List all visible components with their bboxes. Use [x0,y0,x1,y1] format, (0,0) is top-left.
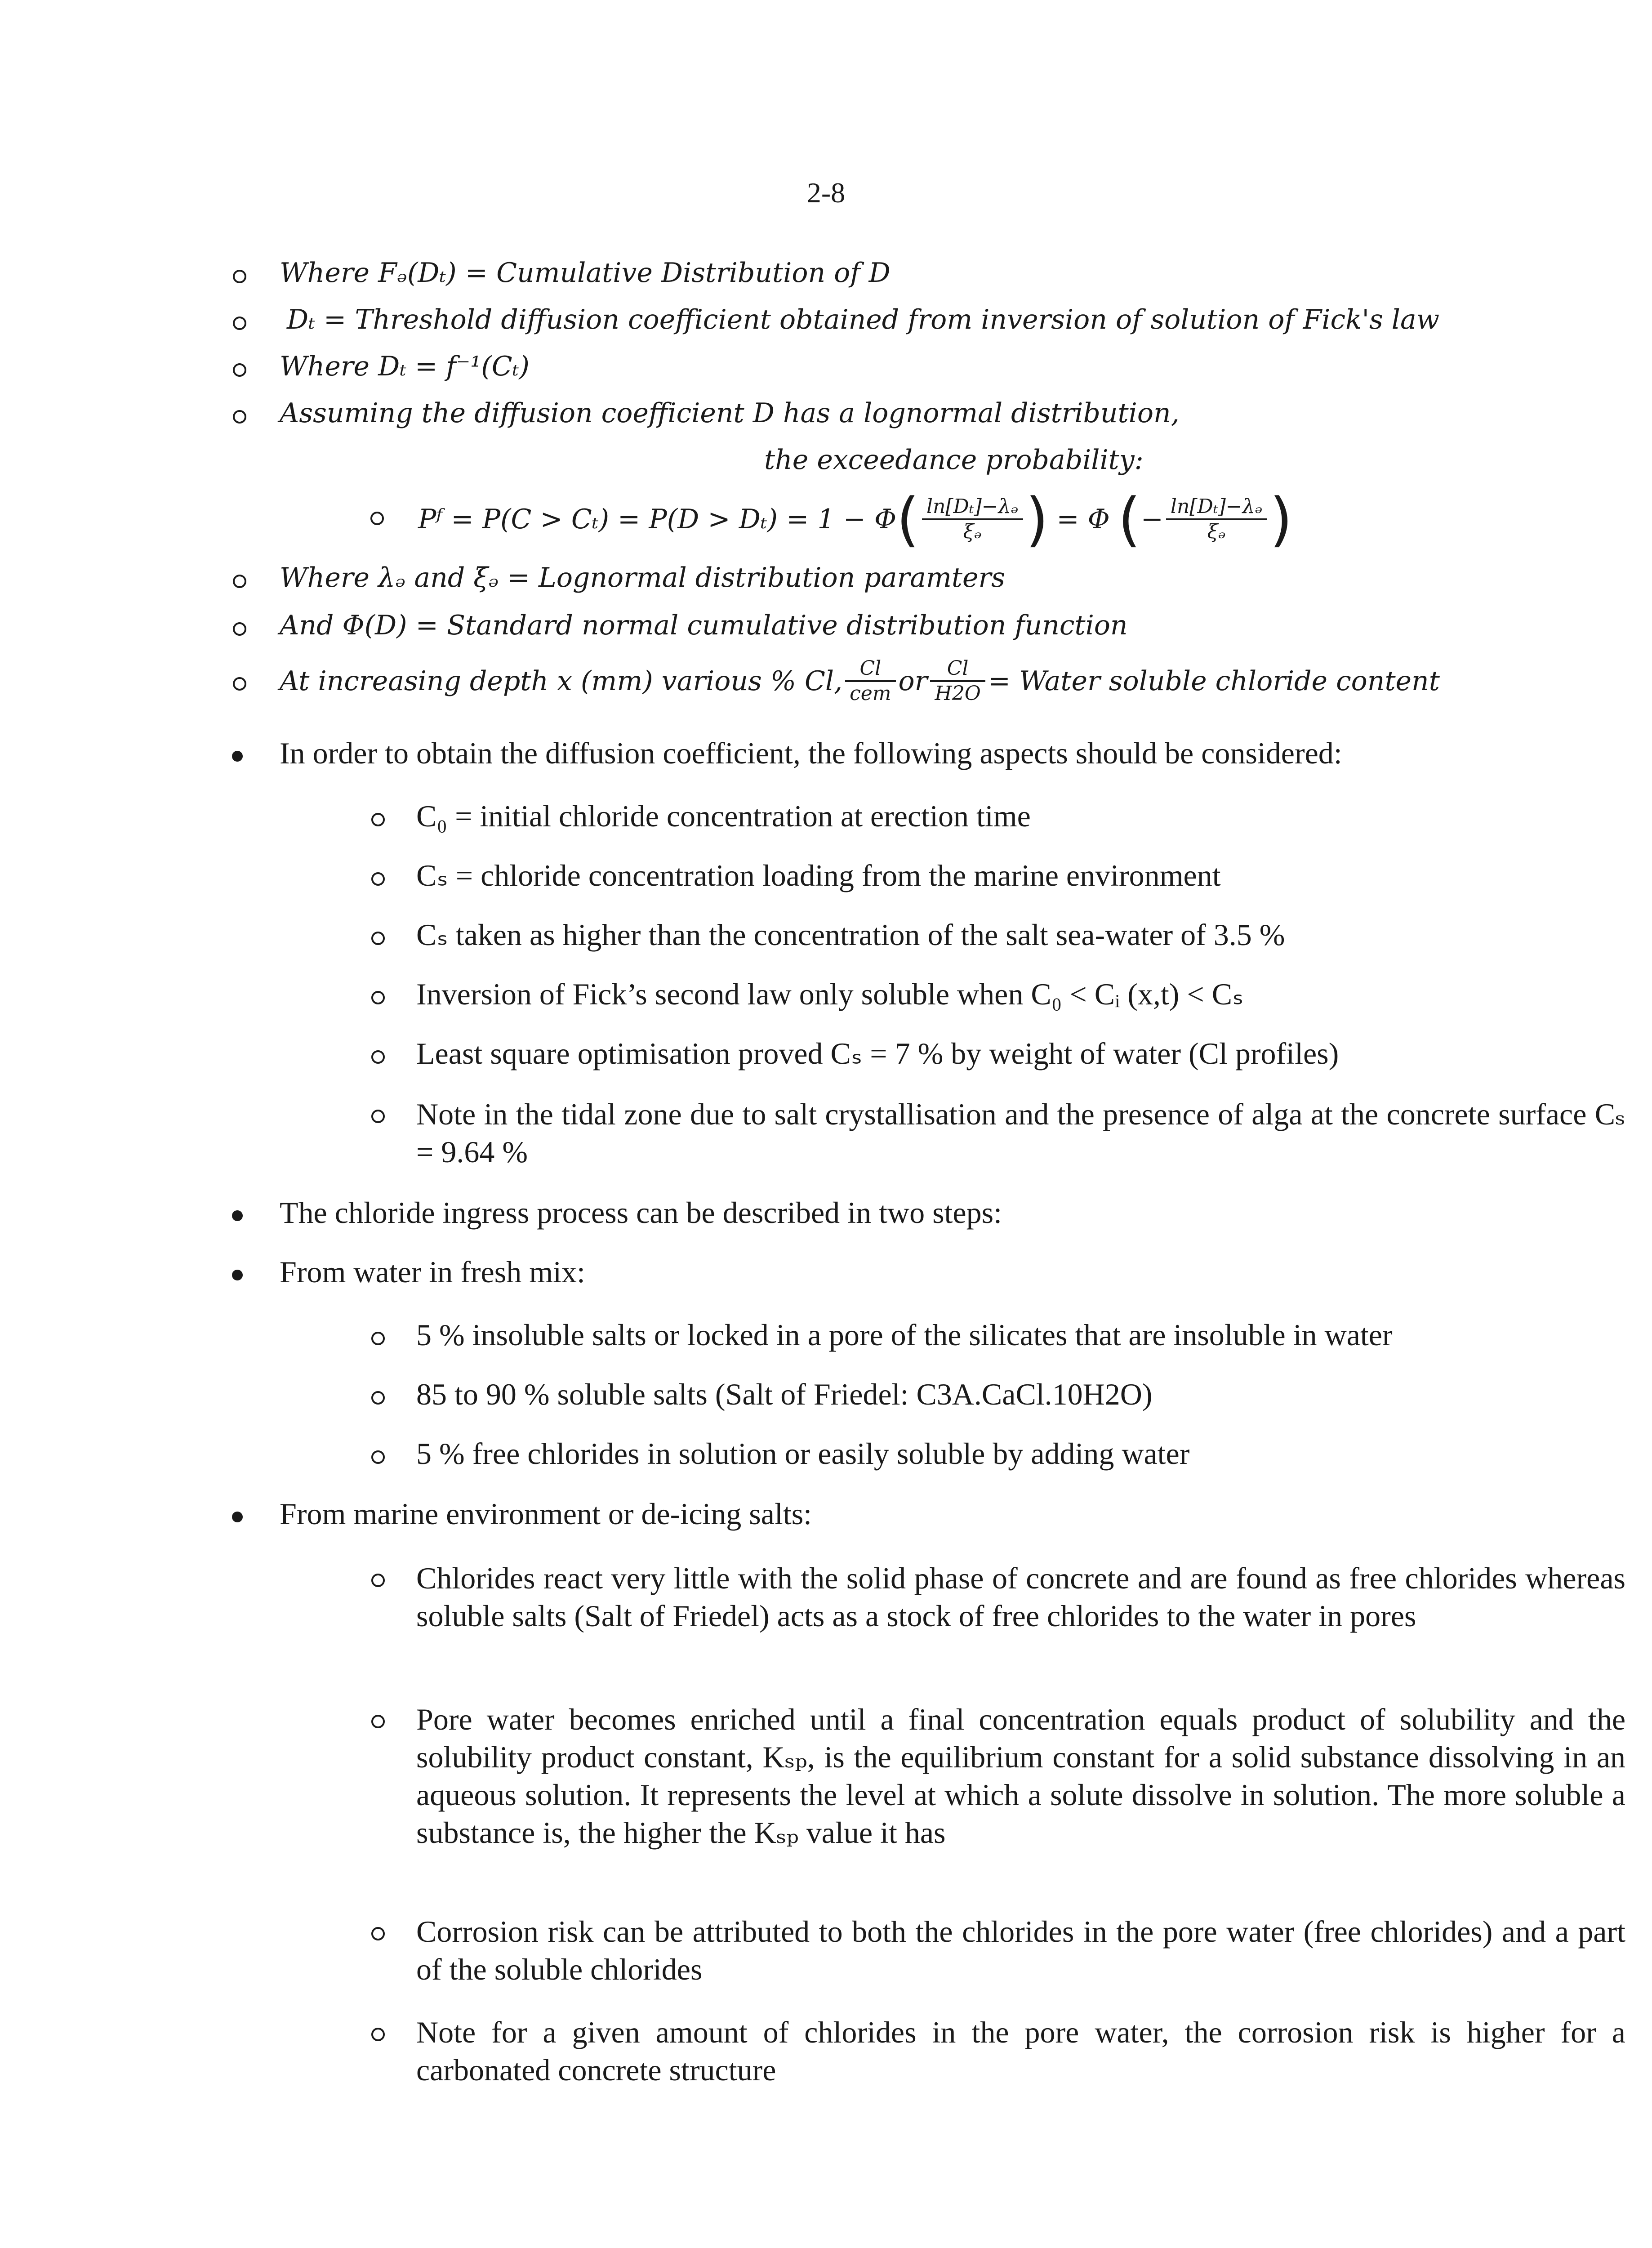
formula-line-2: Dₜ = Threshold diffusion coefficient obtained from inversion of solution of Fick's law [287,304,1440,335]
sub-item-free-chlorides: 5 % free chlorides in solution or easily soluble by adding water [416,1436,1190,1471]
depth-text: At increasing depth x (mm) various % Cl, [280,665,843,697]
sub-item-pore-water: Pore water becomes enriched until a final concentration equals product of solubility and the solubility product constant, Kₛₚ, is the equilibrium constant for a solid substance dissolving in an aqueous solution. It represents the level at which a solute dissolve in solution. The more soluble a substance is, the higher the Kₛₚ value it has [416,1702,1625,1850]
sub-item-cs: Cₛ = chloride concentration loading from the marine environment [416,858,1221,892]
circle-bullet-icon [233,575,246,588]
sub-item-soluble-salts: 85 to 90 % soluble salts (Salt of Friedel: C3A.CaCl.10H2O) [416,1377,1153,1411]
pf-equals: = Φ [1056,504,1110,535]
circle-bullet-icon [233,410,246,424]
bullet-marine-environment: From marine environment or de-icing salts: [280,1497,812,1531]
pf-denominator-2: ξₔ [1207,520,1226,543]
circle-bullet-icon [371,872,385,886]
pf-left: Pᶠ = P(C > Cₜ) = P(D > Dₜ) = 1 − Φ [418,504,897,535]
sub-item-carbonated: Note for a given amount of chlorides in the pore water, the corrosion risk is higher for a carbonated concrete structure [416,2015,1625,2087]
sub-item-c0: C₀ = initial chloride concentration at erection time [416,799,1031,833]
formula-line-3: Where Dₜ = f⁻¹(Cₜ) [280,351,530,382]
circle-bullet-icon [371,1050,385,1064]
bullet-dot-icon [232,1512,243,1522]
formula-line-1: Where Fₔ(Dₜ) = Cumulative Distribution of D [280,257,891,289]
cem-denominator: cem [850,682,891,705]
bullet-fresh-mix: From water in fresh mix: [280,1255,585,1289]
sub-item-cs-higher: Cₛ taken as higher than the concentration of the salt sea-water of 3.5 % [416,918,1285,952]
pf-fraction-2 [1166,495,1267,544]
bullet-dot-icon [232,1270,243,1280]
circle-bullet-icon [233,270,246,283]
circle-bullet-icon [371,1927,385,1940]
pf-numerator-1: ln[Dₜ]−λₔ [922,495,1023,520]
pf-denominator-1: ξₔ [963,520,982,543]
circle-bullet-icon [233,622,246,636]
circle-bullet-icon [371,1574,385,1587]
bullet-dot-icon [232,751,243,762]
circle-bullet-icon [371,1332,385,1345]
circle-bullet-icon [371,2028,385,2041]
sub-item-insoluble-salts: 5 % insoluble salts or locked in a pore of the silicates that are insoluble in water [416,1318,1393,1352]
circle-bullet-icon [371,813,385,826]
bullet-diffusion-aspects: In order to obtain the diffusion coefficient, the following aspects should be considered: [280,736,1342,770]
formula-line-9 [280,647,1440,715]
circle-bullet-icon [233,363,246,377]
sub-item-least-square: Least square optimisation proved Cₛ = 7 % by weight of water (Cl profiles) [416,1036,1339,1070]
sub-item-fick-inversion: Inversion of Fick’s second law only soluble when C₀ < Cᵢ (x,t) < Cₛ [416,977,1244,1011]
formula-line-5: the exceedance probability: [764,444,1144,476]
circle-bullet-icon [233,677,246,691]
circle-bullet-icon [371,1450,385,1464]
formula-line-7: Where λₔ and ξₔ = Lognormal distribution paramters [280,562,1005,593]
pf-numerator-2: ln[Dₜ]−λₔ [1166,495,1267,520]
formula-line-4: Assuming the diffusion coefficient D has a lognormal distribution, [280,397,1180,429]
circle-bullet-icon [371,1391,385,1405]
sub-item-chlorides-react: Chlorides react very little with the solid phase of concrete and are found as free chlorides whereas soluble salts (Salt of Friedel) acts as a stock of free chlorides to the water in pores [416,1561,1625,1633]
h2o-denominator: H2O [935,682,981,705]
pf-fraction-1 [922,495,1023,544]
circle-bullet-icon [370,512,384,525]
cl-numerator-2: Cl [930,657,985,682]
sub-item-corrosion-risk: Corrosion risk can be attributed to both the chlorides in the pore water (free chlorides) and a part of the soluble chlorides [416,1914,1625,1986]
bullet-dot-icon [232,1210,243,1221]
page-number: 2-8 [806,177,846,209]
water-soluble-text: = Water soluble chloride content [988,665,1440,697]
exceedance-probability-formula: Pᶠ = P(C > Cₜ) = P(D > Dₜ) = 1 − Φ ( $\frac{\text{ln[Dₜ]−λₔ}}{\text{ξₔ}}$ ) = Φ ( − $\frac{\text{ln[Dₜ]−λₔ}}{\text{ξₔ}}$ ) [418,485,1293,553]
circle-bullet-icon [371,1110,385,1123]
or-text: or [898,665,928,697]
bullet-ingress-steps: The chloride ingress process can be described in two steps: [280,1195,1002,1230]
circle-bullet-icon [371,991,385,1004]
cl-numerator: Cl [845,657,895,682]
pf-minus: − [1140,504,1163,535]
formula-line-8: And Φ(D) = Standard normal cumulative distribution function [280,610,1128,641]
cl-cem-fraction [845,657,895,705]
circle-bullet-icon [371,932,385,945]
circle-bullet-icon [371,1715,385,1728]
circle-bullet-icon [233,317,246,330]
cl-h2o-fraction [930,657,985,705]
sub-item-tidal-zone: Note in the tidal zone due to salt crystallisation and the presence of alga at the concrete surface Cₛ = 9.64 % [416,1097,1625,1169]
